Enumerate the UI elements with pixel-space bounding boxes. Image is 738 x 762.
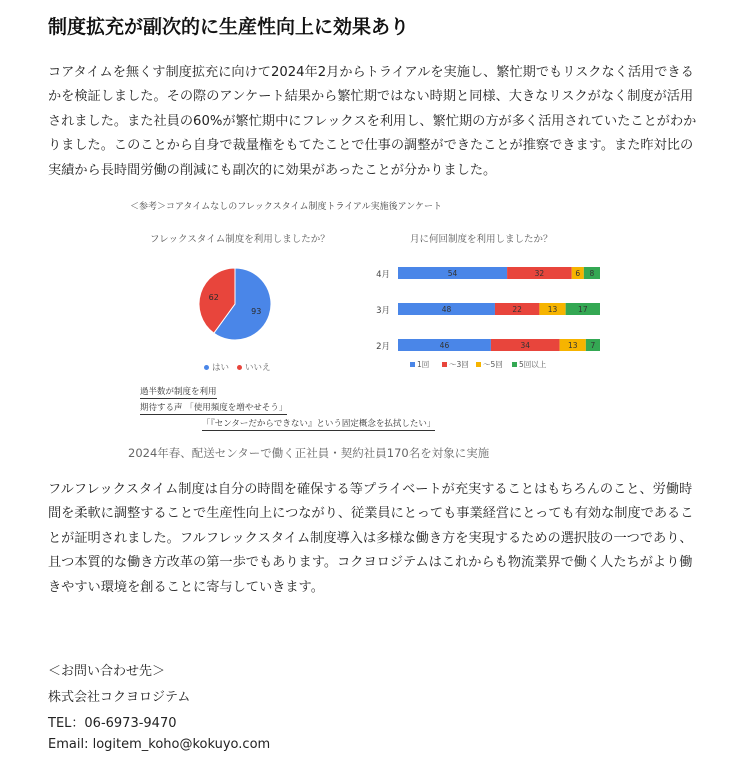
bar-value-label-1-2: 13 [547, 305, 558, 314]
bar-legend-label-1: ～3回 [449, 360, 469, 369]
survey-figure [120, 195, 620, 460]
bar-chart [360, 259, 620, 379]
pie-legend-swatch-1 [237, 365, 242, 370]
bar-category-label-1: 3月 [376, 306, 390, 316]
pie-slice-label-0: 93 [251, 306, 262, 316]
bar-category-label-2: 2月 [376, 342, 390, 352]
contact-email[interactable]: Email: logitem_koho@kokuyo.com [48, 737, 271, 752]
pie-legend-label-0: はい [212, 363, 230, 373]
pie-legend-item-1 [237, 363, 271, 373]
bar-category-label-0: 4月 [376, 270, 390, 280]
pie-chart-legend [204, 361, 279, 373]
bar-legend-swatch-3 [512, 362, 517, 367]
pie-legend-swatch-0 [204, 365, 209, 370]
figure-caption: 2024年春、配送センターで働く正社員・契約社員170名を対象に実施 [128, 446, 490, 460]
bar-legend-label-2: ～5回 [483, 360, 503, 369]
contact-company: 株式会社コクヨロジテム [48, 690, 191, 705]
pie-legend-item-0 [204, 363, 229, 373]
contact-tel: TEL：06-6973-9470 [48, 716, 177, 731]
figure-title: ＜参考＞コアタイムなしのフレックスタイム制度トライアル実施後アンケート [130, 202, 443, 212]
bar-value-label-0-2: 6 [575, 269, 581, 278]
bar-legend-swatch-1 [442, 362, 447, 367]
figure-note-expectation: 期待する声 「使用頻度を増やせそう」 [140, 403, 288, 413]
bar-value-label-1-1: 22 [512, 305, 522, 314]
bar-chart-question: 月に何回制度を利用しましたか？ [410, 234, 553, 245]
pie-slice-label-1: 62 [208, 293, 219, 303]
bar-legend-swatch-2 [476, 362, 481, 367]
pie-chart-question: フレックスタイム制度を利用しましたか？ [150, 234, 330, 245]
bar-value-label-1-3: 17 [578, 305, 588, 314]
bar-value-label-0-3: 8 [589, 269, 595, 278]
bar-value-label-0-0: 54 [447, 269, 458, 278]
paragraph-conclusion: フルフレックスタイム制度は自分の時間を確保する等プライベートが充実することはもちろんのこと、労働時間を柔軟に調整することで生産性向上につながり、従業員にとっても事業経営にとっても有効な制度であることが証明されました。フルフレックスタイム制度導入は多様な働き方を実現するための選択肢の一つであり、且つ本質的な働き方改革の第一歩でもあります。コクヨロジテムはこれからも物流業界で働く人たちがより働きやすい環境を創ることに寄与していきます。 [48, 482, 694, 595]
bar-legend-label-3: 5回以上 [519, 360, 547, 369]
bar-value-label-1-0: 48 [441, 305, 452, 314]
bar-value-label-2-1: 34 [520, 341, 531, 350]
bar-value-label-0-1: 32 [534, 269, 545, 278]
bar-value-label-2-2: 13 [567, 341, 578, 350]
bar-value-label-2-0: 46 [439, 341, 450, 350]
pie-chart [190, 259, 280, 349]
paragraph-intro: コアタイムを無くす制度拡充に向けて2024年2月からトライアルを実施し、繁忙期でもリスクなく活用できるかを検証しました。その際のアンケート結果から繁忙期ではない時期と同様、大きなリスクがなく制度が活用されました。また社員の60%が繁忙期中にフレックスを利用し、繁忙期の方が多く活用されていたことがわかりました。このことから自身で裁量権をもてたことで仕事の調整ができたことが推察できます。また昨対比の実績から長時間労働の削減にも副次的に効果があったことが分かりました。 [48, 65, 697, 178]
contact-heading: ＜お問い合わせ先＞ [48, 664, 166, 679]
bar-legend-swatch-0 [410, 362, 415, 367]
pie-legend-label-1: いいえ [245, 363, 271, 373]
figure-note-quote: 「『センターだからできない』という固定概念を払拭したい」 [202, 419, 436, 429]
bar-value-label-2-3: 7 [590, 341, 596, 350]
figure-note-majority: 過半数が制度を利用 [140, 387, 217, 397]
article-heading: 制度拡充が副次的に生産性向上に効果あり [48, 16, 410, 38]
bar-legend-label-0: 1回 [417, 360, 430, 369]
